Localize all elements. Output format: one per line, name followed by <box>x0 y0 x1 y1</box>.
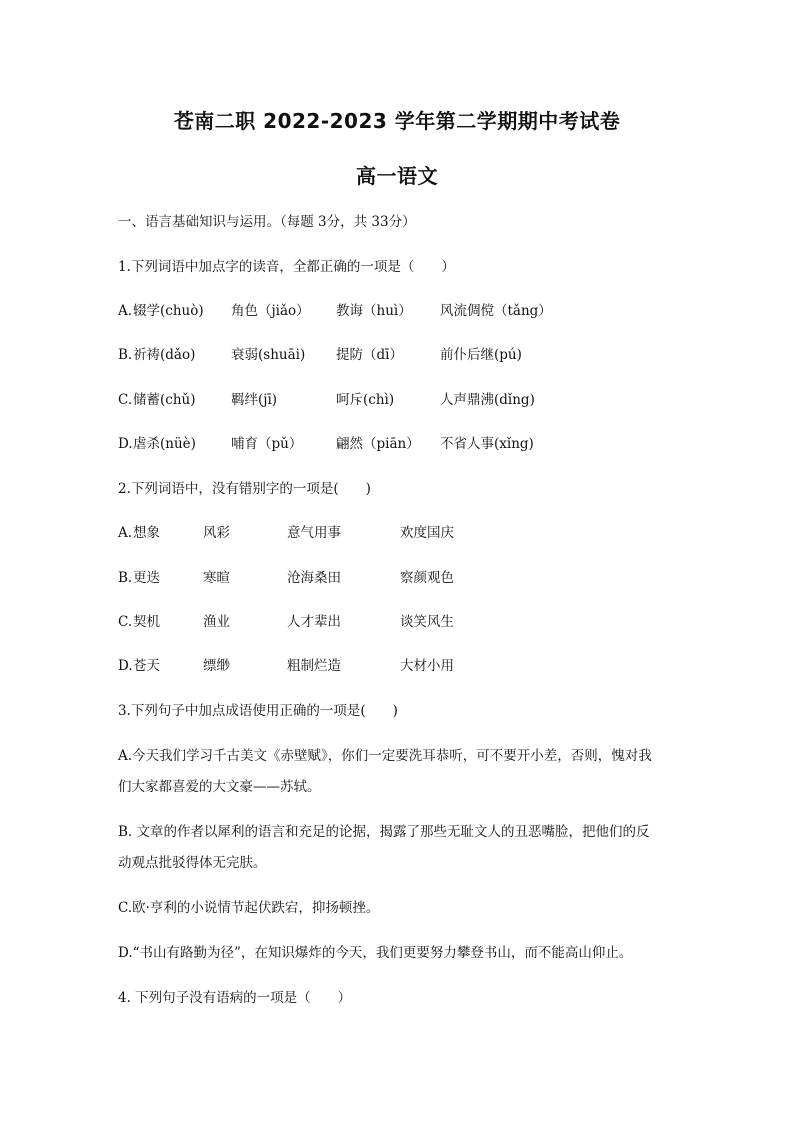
option-item: 前仆后继(pú) <box>440 347 522 363</box>
question-4-stem: 4. 下列句子没有语病的一项是（ ） <box>118 990 352 1006</box>
option-label: D. <box>118 658 133 674</box>
option-text-line: A.今天我们学习千古美文《赤壁赋》，你们一定要洗耳恭听，可不要开小差，否则，愧对我 <box>118 748 652 764</box>
question-3-stem: 3.下列句子中加点成语使用正确的一项是( ) <box>118 703 398 719</box>
option-item: 粗制烂造 <box>287 658 341 674</box>
option-item: 大材小用 <box>400 658 454 674</box>
option-item: 渔业 <box>203 614 230 630</box>
option-item: 人才辈出 <box>287 614 341 630</box>
option-item: 不省人事(xǐng) <box>440 436 534 452</box>
option-text-line: B. 文章的作者以犀利的语言和充足的论据，揭露了那些无耻文人的丑恶嘴脸，把他们的反 <box>118 824 650 840</box>
option-item: 翩然（piān） <box>336 436 420 452</box>
option-label: B. <box>118 570 133 586</box>
option-item: 寒暄 <box>203 570 230 586</box>
option-item: 更迭 <box>133 570 160 586</box>
option-item: 欢度国庆 <box>400 525 454 541</box>
option-item: 想象 <box>133 525 160 541</box>
option-label: C. <box>118 614 133 630</box>
option-text-line: 动观点批驳得体无完肤。 <box>118 855 267 871</box>
option-item: 哺育（pǔ） <box>231 436 303 452</box>
option-item: 教诲（huì） <box>336 303 412 319</box>
option-item: 意气用事 <box>287 525 341 541</box>
question-2-stem: 2.下列词语中，没有错别字的一项是( ) <box>118 481 371 497</box>
option-item: 祈祷(dǎo) <box>133 347 196 363</box>
option-item: 人声鼎沸(dǐng) <box>440 392 535 408</box>
option-item: 辍学(chuò) <box>133 303 204 319</box>
option-item: 角色（jiǎo） <box>231 303 310 319</box>
option-label: A. <box>118 303 133 319</box>
option-label: B. <box>118 347 133 363</box>
question-3-option-c: C.欧·亨利的小说情节起伏跌宕，抑扬顿挫。 <box>118 900 380 916</box>
option-item: 察颜观色 <box>400 570 454 586</box>
question-1-stem: 1.下列词语中加点字的读音，全都正确的一项是（ ） <box>118 259 455 275</box>
option-item: 虐杀(nüè) <box>133 436 196 452</box>
option-label: D. <box>118 436 133 452</box>
option-item: 风流倜傥（tǎng） <box>440 303 552 319</box>
option-item: 衰弱(shuāi) <box>231 347 306 363</box>
option-item: 风彩 <box>203 525 230 541</box>
option-item: 提防（dī） <box>336 347 403 363</box>
option-label: C. <box>118 392 133 408</box>
option-item: 缥缈 <box>203 658 230 674</box>
question-3-option-d: D.“书山有路勤为径”，在知识爆炸的今天，我们更要努力攀登书山，而不能高山仰止。 <box>118 945 633 961</box>
exam-subtitle: 高一语文 <box>356 164 438 188</box>
option-item: 沧海桑田 <box>287 570 341 586</box>
option-item: 契机 <box>133 614 160 630</box>
option-item: 苍天 <box>133 658 160 674</box>
option-item: 呵斥(chì) <box>336 392 395 408</box>
exam-title: 苍南二职 2022-2023 学年第二学期期中考试卷 <box>173 109 621 133</box>
option-item: 羁绊(jī) <box>231 392 278 408</box>
option-text-line: 们大家都喜爱的大文豪——苏轼。 <box>118 779 321 795</box>
section-heading: 一、语言基础知识与运用。（每题 3分，共 33分） <box>118 214 416 230</box>
option-item: 储蓄(chǔ) <box>133 392 196 408</box>
option-label: A. <box>118 525 133 541</box>
option-item: 谈笑风生 <box>400 614 454 630</box>
